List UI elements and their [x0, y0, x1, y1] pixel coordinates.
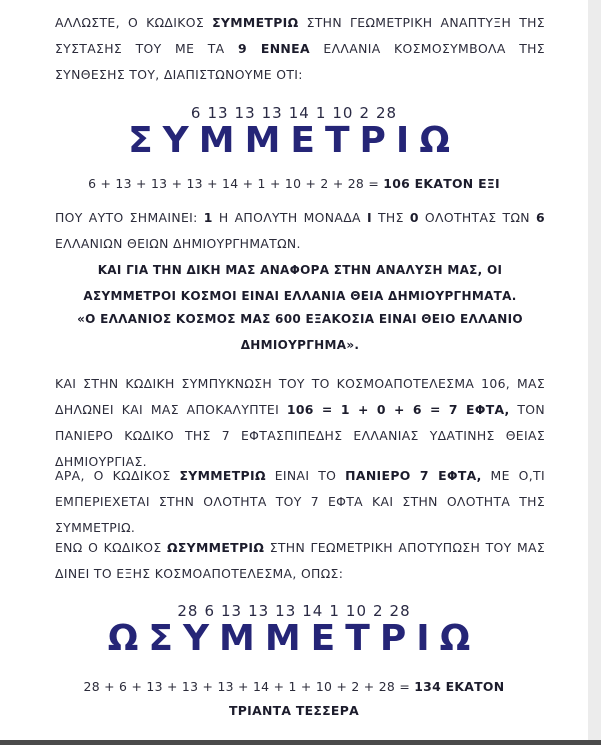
meaning-paragraph: [55, 205, 545, 257]
bold-statement: ΚΑΙ ΓΙΑ ΤΗΝ ΔΙΚΗ ΜΑΣ ΑΝΑΦΟΡΑ ΣΤΗΝ ΑΝΑΛΥΣΗ ΜΑΣ, ΟΙ ΑΣΥΜΜΕΤΡΟΙ ΚΟΣΜΟΙ ΕΙΝΑΙ ΕΛΛΑΝΙΑ ΘΕΙΑ ΔΗΜΙΟΥΡΓΗΜΑΤΑ.: [83, 263, 517, 303]
letter-value: 28: [177, 602, 199, 620]
text-run: ΑΛΛΩΣΤΕ, Ο ΚΩΔΙΚΟΣ: [55, 15, 213, 30]
code-word: ΣΥΜΜΕΤΡΙΩ: [179, 468, 266, 483]
letter-value: 13: [234, 104, 256, 122]
letter-value: 6: [204, 602, 215, 620]
sum-equation: [0, 172, 588, 196]
number: 1: [203, 210, 213, 225]
sum-equation: [70, 675, 518, 723]
sum-terms: 28 + 6 + 13 + 13 + 13 + 14 + 1 + 10 + 2 + 28 =: [83, 679, 415, 694]
letter-value: 10: [332, 104, 354, 122]
text-run: ΠΟΥ ΑΥΤΟ ΣΗΜΑΙΝΕΙ:: [55, 210, 204, 225]
letter-value: 13: [275, 602, 297, 620]
text-run: ΣΤΗΝ ΓΕΩΜΕΤΡΙΚΗ ΑΝΑΠΤΥΞΗ ΤΗΣ ΣΥΣΤΑΣΗΣ ΤΟΥ ΜΕ ΤΑ: [55, 15, 545, 56]
text-run: Η ΑΠΟΛΥΤΗ ΜΟΝΑΔΑ: [212, 210, 367, 225]
letter-value: 6: [190, 104, 202, 122]
letter-value: 2: [359, 104, 370, 122]
code-word-large: ΣΥΜΜΕΤΡΙΩ: [128, 120, 460, 161]
geometric-paragraph: [55, 535, 545, 587]
number-word: 9 ΕΝΝΕΑ: [238, 41, 310, 56]
letter-value: 14: [302, 602, 324, 620]
sum-result: 134 ΕΚΑΤΟΝ ΤΡΙΑΝΤΑ ΤΕΣΣΕΡΑ: [229, 679, 505, 718]
letter-value: 13: [248, 602, 270, 620]
code-word: ΣΥΜΜΕΤΡΙΩ: [212, 15, 299, 30]
text-run: ΕΙΝΑΙ ΤΟ: [265, 468, 346, 483]
letter-value: 13: [207, 104, 229, 122]
sum-terms: 6 + 13 + 13 + 13 + 14 + 1 + 10 + 2 + 28 =: [88, 176, 384, 191]
text-run: ΑΡΑ, Ο ΚΩΔΙΚΟΣ: [55, 468, 180, 483]
letter-value: 14: [288, 104, 310, 122]
page-edge-bottom: [0, 740, 601, 745]
number-word: ΠΑΝΙΕΡΟ 7 ΕΦΤΑ,: [345, 468, 482, 483]
letter-value: 10: [345, 602, 367, 620]
page-edge: [588, 0, 601, 745]
text-run: ΕΛΛΑΝΙΑ ΚΟΣΜΟΣΥΜΒΟΛΑ ΤΗΣ ΣΥΝΘΕΣΗΣ ΤΟΥ, ΔΙΑΠΙΣΤΩΝΟΥΜΕ ΟΤΙ:: [55, 41, 545, 82]
equation: 106 = 1 + 0 + 6 = 7 ΕΦΤΑ,: [286, 402, 510, 417]
text-run: ΕΛΛΑΝΙΩΝ ΘΕΙΩΝ ΔΗΜΙΟΥΡΓΗΜΑΤΩΝ.: [55, 236, 301, 251]
letter-value: 2: [373, 602, 384, 620]
text-run: ΤΟΝ ΠΑΝΙΕΡΟ ΚΩΔΙΚΟ ΤΗΣ 7 ΕΦΤΑΣΠΙΠΕΔΗΣ ΕΛΛΑΝΙΑΣ ΥΔΑΤΙΝΗΣ ΘΕΙΑΣ ΔΗΜΙΟΥΡΓΙΑΣ.: [55, 402, 545, 469]
number: Ι: [366, 210, 372, 225]
code-word-large: ΩΣΥΜΜΕΤΡΙΩ: [107, 618, 481, 659]
letter-value: 13: [261, 104, 283, 122]
conclusion-paragraph: [55, 463, 545, 541]
letter-value: 13: [220, 602, 243, 620]
sum-result: 106 ΕΚΑΤΟΝ ΕΞΙ: [383, 176, 500, 191]
letter-value: 28: [389, 602, 411, 620]
intro-paragraph: [55, 10, 545, 88]
text-run: ΣΤΗΝ ΓΕΩΜΕΤΡΙΚΗ ΑΠΟΤΥΠΩΣΗ ΤΟΥ ΜΑΣ ΔΙΝΕΙ ΤΟ ΕΞΗΣ ΚΟΣΜΟΑΠΟΤΕΛΕΣΜΑ, ΟΠΩΣ:: [55, 540, 546, 581]
text-run: ΜΕ Ο,ΤΙ ΕΜΠΕΡΙΕΧΕΤΑΙ ΣΤΗΝ ΟΛΟΤΗΤΑ ΤΟΥ 7 ΕΦΤΑ ΚΑΙ ΣΤΗΝ ΟΛΟΤΗΤΑ ΤΗΣ ΣΥΜΜΕΤΡΙΩ.: [55, 468, 545, 535]
letter-value: 1: [329, 602, 340, 620]
bold-quote: «Ο ΕΛΛΑΝΙΟΣ ΚΟΣΜΟΣ ΜΑΣ 600 ΕΞΑΚΟΣΙΑ ΕΙΝΑΙ ΘΕΙΟ ΕΛΛΑΝΙΟ ΔΗΜΙΟΥΡΓΗΜΑ».: [77, 312, 523, 352]
text-run: ΕΝΩ Ο ΚΩΔΙΚΟΣ: [55, 540, 167, 555]
letter-value: 1: [315, 104, 327, 122]
number: 6: [536, 210, 545, 225]
text-run: ΟΛΟΤΗΤΑΣ ΤΩΝ: [418, 210, 537, 225]
letter-value: 28: [376, 104, 398, 122]
text-run: ΚΑΙ ΣΤΗΝ ΚΩΔΙΚΗ ΣΥΜΠΥΚΝΩΣΗ ΤΟΥ ΤΟ ΚΟΣΜΟΑΠΟΤΕΛΕΣΜΑ 106, ΜΑΣ ΔΗΛΩΝΕΙ ΚΑΙ ΜΑΣ ΑΠΟΚΑΛΥΠΤΕΙ: [55, 376, 545, 417]
number: 0: [409, 210, 419, 225]
text-run: ΤΗΣ: [371, 210, 410, 225]
code-word: ΩΣΥΜΜΕΤΡΙΩ: [166, 540, 265, 555]
compression-paragraph: [55, 371, 545, 475]
